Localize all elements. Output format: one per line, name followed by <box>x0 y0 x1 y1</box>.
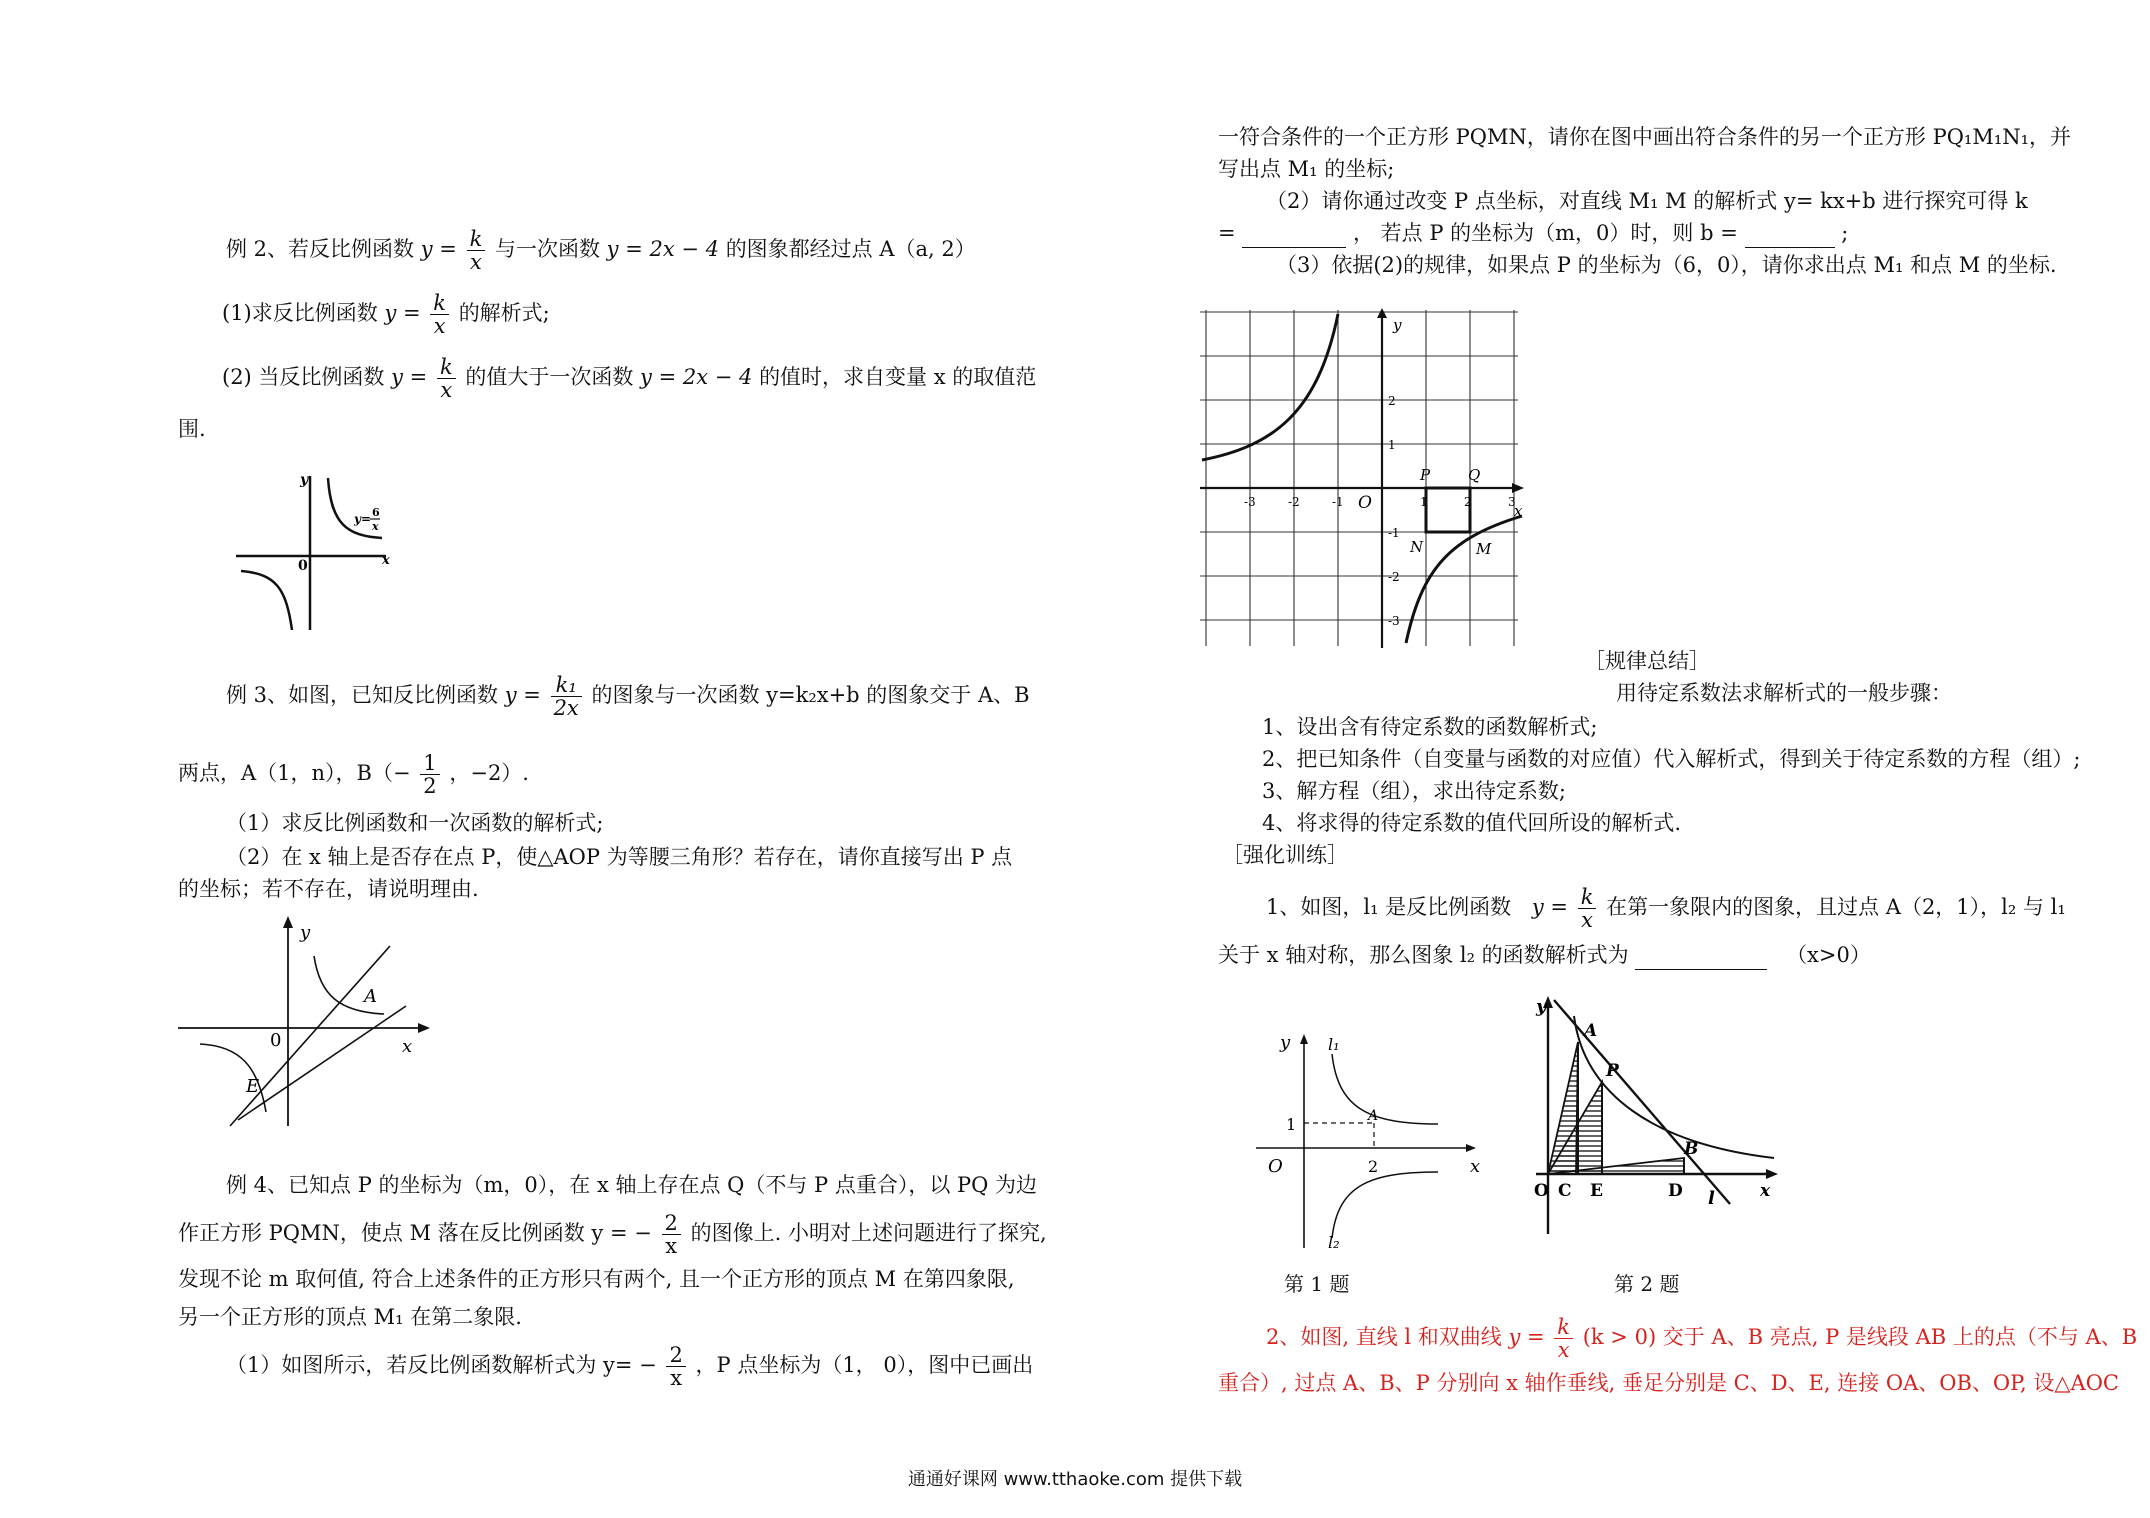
grid-ytick-label: -2 <box>1388 570 1400 584</box>
grid-Q-label: Q <box>1468 466 1481 484</box>
ex2-graph-label: y= <box>354 512 372 526</box>
ex2-graph-x: x <box>382 553 390 568</box>
r4-end: ; <box>1841 221 1849 245</box>
ex4-l5-a: （1）如图所示，若反比例函数解析式为 y= − <box>226 1353 657 1377</box>
grid-N-label: N <box>1410 538 1424 556</box>
ex4-l5-fraction <box>666 1344 685 1389</box>
right-line-5: （3）依据(2)的规律，如果点 P 的坐标为（6，0），请你求出点 M₁ 和点 M 的坐标. <box>1276 253 2057 277</box>
step-4: 4、将求得的待定系数的值代回所设的解析式. <box>1262 811 1682 835</box>
t1-b: 在第一象限内的图象，且过点 A（2，1），l₂ 与 l₁ <box>1606 895 2066 919</box>
t2-a: 2、如图, 直线 l 和双曲线 <box>1266 1325 1502 1349</box>
fig2-E: E <box>1590 1181 1603 1201</box>
example-4-line-5 <box>226 1344 1033 1389</box>
t1-c: 关于 x 轴对称，那么图象 l₂ 的函数解析式为 <box>1218 943 1629 967</box>
t1-y-eq: y = <box>1531 895 1568 919</box>
grid-xtick-label: 1 <box>1420 495 1428 509</box>
ex2-q2-den: x <box>440 378 453 402</box>
right-line-4 <box>1218 218 1848 248</box>
ex2-q2-prefix: (2) 当反比例函数 <box>222 365 385 389</box>
t2-num: k <box>1554 1316 1573 1339</box>
ex3-graph-E: E <box>246 1076 260 1097</box>
ex2-q2-y-eq: y = <box>391 365 428 389</box>
ex3-graph-x: x <box>402 1036 413 1057</box>
grid-ytick-label: -3 <box>1388 614 1400 628</box>
ex2-q2-suffix: 的值时，求自变量 x 的取值范 <box>759 365 1037 389</box>
fig1-l2: l₂ <box>1328 1233 1340 1252</box>
example-3-graph <box>178 916 438 1132</box>
ex2-q2-fraction <box>437 356 456 401</box>
figure-1-caption: 第 1 题 <box>1284 1272 1350 1296</box>
example-2-q2 <box>222 356 1036 401</box>
figure-2-caption: 第 2 题 <box>1614 1272 1680 1296</box>
example-3-q2: （2）在 x 轴上是否存在点 P，使△AOP 为等腰三角形？若存在，请你直接写出 P 点 <box>226 845 1013 869</box>
ex2-q1-prefix: (1)求反比例函数 <box>222 301 378 325</box>
fig1-A: A <box>1368 1108 1379 1124</box>
grid-ytick-label: 1 <box>1388 438 1396 452</box>
ex3-fraction <box>551 674 582 719</box>
grid-xtick-label: -1 <box>1332 495 1344 509</box>
ex3-den: 2x <box>553 696 579 720</box>
example-4-line-4: 另一个正方形的顶点 M₁ 在第二象限. <box>178 1305 522 1329</box>
ex2-graph-label-den: x <box>372 520 379 533</box>
t2-b: (k > 0) 交于 A、B 亮点, P 是线段 AB 上的点（不与 A、B <box>1582 1325 2138 1349</box>
grid-ytick-label: -1 <box>1388 526 1400 540</box>
step-2: 2、把已知条件（自变量与函数的对应值）代入解析式，得到关于待定系数的方程（组）; <box>1262 747 2081 771</box>
summary-title: ［规律总结］ <box>1584 649 1710 673</box>
t1-num: k <box>1578 886 1597 909</box>
ex3-num: k₁ <box>551 674 582 697</box>
grid-origin-label: O <box>1358 493 1372 513</box>
t1-fraction <box>1578 886 1597 931</box>
fig1-y: y <box>1280 1032 1291 1053</box>
right-line-1: 一符合条件的一个正方形 PQMN，请你在图中画出符合条件的另一个正方形 PQ₁M₁N₁，并 <box>1218 125 2072 149</box>
ex2-y-eq: y = <box>420 237 457 261</box>
ex2-fraction <box>467 228 486 273</box>
ex2-graph-y: y <box>300 472 309 488</box>
step-3: 3、解方程（组），求出待定系数; <box>1262 779 1566 803</box>
t1-d: （x>0） <box>1786 943 1871 967</box>
ex4-l5-den: x <box>670 1366 683 1390</box>
fig2-B: B <box>1684 1139 1699 1159</box>
ex2-suffix: 的图象都经过点 A（a, 2） <box>725 237 976 261</box>
training-figure-1 <box>1256 1026 1488 1258</box>
ex2-graph-label-num: 6 <box>372 506 380 519</box>
example-2-graph <box>236 468 576 638</box>
k-answer-blank <box>1242 223 1346 248</box>
step-1: 1、设出含有待定系数的函数解析式; <box>1262 715 1598 739</box>
example-2-line-1 <box>226 228 976 273</box>
fig2-C: C <box>1558 1181 1572 1201</box>
r4-mid: ， 若点 P 的坐标为（m，0）时，则 b = <box>1352 221 1738 245</box>
t1-den: x <box>1581 908 1593 932</box>
ex3-suffix: 的图象与一次函数 y=k₂x+b 的图象交于 A、B <box>591 683 1030 707</box>
grid-xtick-label: -2 <box>1288 495 1300 509</box>
grid-xtick-label: -3 <box>1244 495 1256 509</box>
grid-xtick-label: 3 <box>1508 495 1516 509</box>
fig1-l1: l₁ <box>1328 1035 1340 1054</box>
example-2-q1 <box>222 292 550 337</box>
r4-eq: = <box>1218 221 1236 245</box>
ex3-half-num: 1 <box>420 752 439 775</box>
t1-a: 1、如图，l₁ 是反比例函数 <box>1266 895 1512 919</box>
grid-xtick-label: 2 <box>1464 495 1472 509</box>
l2-answer-blank <box>1635 945 1767 970</box>
ex2-q1-suffix: 的解析式; <box>458 301 550 325</box>
grid-ytick-label: 2 <box>1388 394 1396 408</box>
ex4-l2-a: 作正方形 PQMN，使点 M 落在反比例函数 y = − <box>178 1221 652 1245</box>
ex4-l2-num: 2 <box>662 1212 681 1235</box>
fig2-P: P <box>1606 1061 1619 1081</box>
ex3-graph-origin: 0 <box>270 1030 282 1051</box>
grid-M-label: M <box>1476 540 1492 558</box>
training-1-line-1 <box>1266 886 2066 931</box>
page-footer: 通通好课网 www.tthaoke.com 提供下载 <box>907 1469 1243 1490</box>
example-3-q2-cont: 的坐标；若不存在，请说明理由. <box>178 877 479 901</box>
training-1-line-2 <box>1218 940 1871 970</box>
ex2-mid: 与一次函数 <box>494 237 600 261</box>
fig2-l: l <box>1708 1188 1715 1209</box>
fig2-O: O <box>1534 1181 1549 1201</box>
example-3-line-2 <box>178 752 529 797</box>
ex3-graph-y: y <box>300 922 311 943</box>
fig1-x: x <box>1470 1156 1481 1177</box>
ex2-linear: y = 2x − 4 <box>606 237 719 261</box>
t2-fraction <box>1554 1316 1573 1361</box>
ex2-q2-num: k <box>437 356 456 379</box>
right-line-2: 写出点 M₁ 的坐标; <box>1218 157 1395 181</box>
square-grid-figure <box>1200 308 1540 648</box>
ex2-frac-den: x <box>470 250 482 274</box>
grid-y-label: y <box>1393 316 1402 334</box>
fig2-D: D <box>1668 1181 1683 1201</box>
ex2-frac-num: k <box>467 228 486 251</box>
ex2-prefix: 例 2、若反比例函数 <box>226 237 415 261</box>
training-title: ［强化训练］ <box>1222 843 1348 867</box>
example-4-line-1: 例 4、已知点 P 的坐标为（m，0），在 x 轴上存在点 Q（不与 P 点重合），以 PQ 为边 <box>226 1173 1038 1197</box>
ex3-half-den: 2 <box>423 774 437 798</box>
ex2-graph-origin: 0 <box>298 558 308 574</box>
fig1-one: 1 <box>1286 1115 1297 1134</box>
training-2-line-1 <box>1266 1316 2137 1361</box>
ex3-half <box>420 752 439 797</box>
ex4-l5-num: 2 <box>666 1344 685 1367</box>
right-line-3: （2）请你通过改变 P 点坐标，对直线 M₁ M 的解析式 y= kx+b 进行探究可得 k <box>1266 189 2028 213</box>
ex4-l2-b: 的图像上. 小明对上述问题进行了探究, <box>690 1221 1047 1245</box>
ex2-q1-y-eq: y = <box>384 301 421 325</box>
ex3-graph-A: A <box>364 986 377 1007</box>
ex3-line2-b: ，−2）. <box>449 761 529 785</box>
t2-den: x <box>1557 1338 1570 1362</box>
example-4-line-2 <box>178 1212 1047 1257</box>
example-3-q1: （1）求反比例函数和一次函数的解析式; <box>226 811 604 835</box>
ex2-q1-num: k <box>430 292 449 315</box>
fig1-two: 2 <box>1368 1157 1379 1176</box>
ex4-l5-b: ，P 点坐标为（1， 0），图中已画出 <box>695 1353 1034 1377</box>
ex2-q2-mid: 的值大于一次函数 <box>465 365 634 389</box>
ex4-l2-den: x <box>665 1234 678 1258</box>
fig2-y: y <box>1536 996 1547 1017</box>
grid-P-label: P <box>1420 466 1431 484</box>
fig1-O: O <box>1268 1156 1283 1177</box>
ex4-l2-fraction <box>662 1212 681 1257</box>
example-2-q2-cont: 围. <box>178 417 206 441</box>
summary-subtitle: 用待定系数法求解析式的一般步骤： <box>1616 681 1952 705</box>
t2-y-eq: y = <box>1508 1325 1545 1349</box>
b-answer-blank <box>1745 223 1835 248</box>
ex3-y-eq: y = <box>504 683 541 707</box>
fig2-x: x <box>1760 1181 1771 1201</box>
training-2-line-2: 重合）, 过点 A、B、P 分别向 x 轴作垂线, 垂足分别是 C、D、E, 连接 OA、OB、OP, 设△AOC <box>1218 1371 2119 1395</box>
grid-x-label: x <box>1514 502 1523 520</box>
ex3-prefix: 例 3、如图，已知反比例函数 <box>226 683 499 707</box>
fig2-A: A <box>1584 1021 1598 1041</box>
training-figure-2 <box>1534 994 1784 1244</box>
example-4-line-3: 发现不论 m 取何值, 符合上述条件的正方形只有两个, 且一个正方形的顶点 M 在第四象限, <box>178 1267 1015 1291</box>
ex3-line2-a: 两点，A（1，n），B（− <box>178 761 411 785</box>
ex2-q2-linear: y = 2x − 4 <box>640 365 753 389</box>
ex2-q1-fraction <box>430 292 449 337</box>
ex2-q1-den: x <box>433 314 446 338</box>
example-3-line-1 <box>226 674 1030 719</box>
